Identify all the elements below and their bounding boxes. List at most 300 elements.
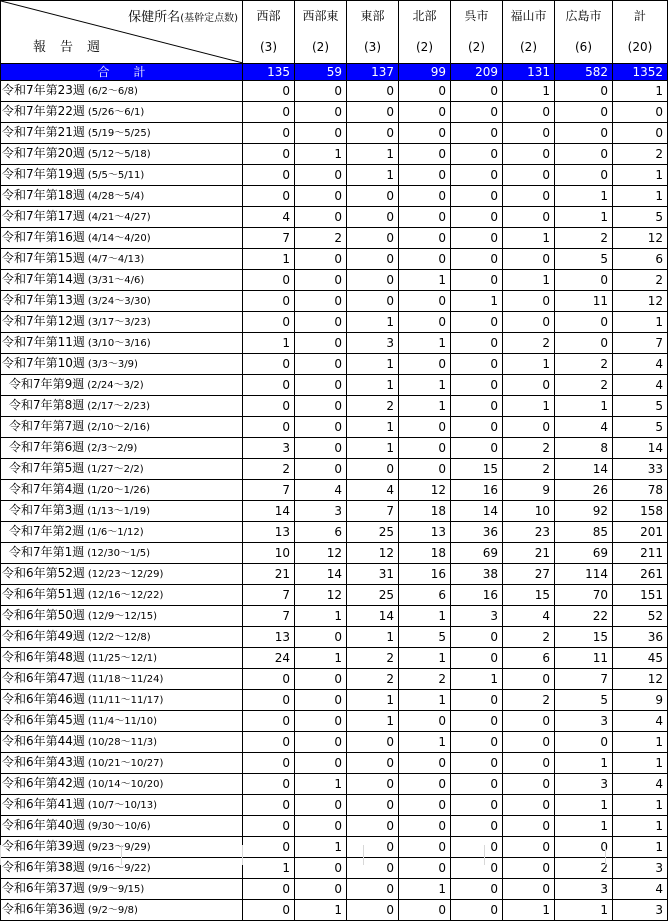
- office-name: 福山市: [510, 9, 547, 23]
- week-cell: [1, 711, 243, 732]
- week-cell: [1, 417, 243, 438]
- sentinel-count: (2): [468, 40, 485, 54]
- count-cell: 0: [399, 291, 451, 312]
- count-cell: 0: [503, 816, 555, 837]
- count-cell: 0: [295, 270, 347, 291]
- table-row: [1, 648, 668, 669]
- count-cell: 0: [555, 102, 613, 123]
- table-row: [1, 459, 668, 480]
- count-cell: 0: [613, 123, 668, 144]
- week-range: (12/2〜12/8): [87, 632, 151, 643]
- total-value: 59: [295, 64, 347, 81]
- count-cell: 0: [347, 186, 399, 207]
- table-row: [1, 123, 668, 144]
- count-cell: 24: [243, 648, 295, 669]
- count-cell: 0: [399, 711, 451, 732]
- header-corner-cell: [1, 1, 243, 64]
- count-cell: 0: [399, 123, 451, 144]
- week-range: (2/24〜3/2): [87, 380, 144, 391]
- week-cell: [1, 753, 243, 774]
- header-row: [1, 1, 668, 64]
- count-cell: 0: [243, 102, 295, 123]
- count-cell: 0: [503, 774, 555, 795]
- count-cell: 0: [399, 81, 451, 102]
- count-cell: 7: [243, 606, 295, 627]
- count-cell: 1: [347, 417, 399, 438]
- table-row: [1, 270, 668, 291]
- week-cell: [1, 165, 243, 186]
- office-name: 西部: [256, 9, 281, 23]
- count-cell: 12: [295, 543, 347, 564]
- count-cell: 0: [555, 312, 613, 333]
- count-cell: 1: [555, 900, 613, 921]
- count-cell: 4: [295, 480, 347, 501]
- count-cell: 12: [399, 480, 451, 501]
- count-cell: 0: [295, 81, 347, 102]
- count-cell: 13: [243, 627, 295, 648]
- week-cell: [1, 480, 243, 501]
- count-cell: 0: [243, 711, 295, 732]
- count-cell: 0: [347, 249, 399, 270]
- count-cell: 52: [613, 606, 668, 627]
- table-row: [1, 144, 668, 165]
- count-cell: 0: [295, 879, 347, 900]
- count-cell: 0: [399, 207, 451, 228]
- count-cell: 5: [555, 249, 613, 270]
- count-cell: 14: [451, 501, 503, 522]
- count-cell: 1: [555, 186, 613, 207]
- count-cell: 0: [347, 270, 399, 291]
- count-cell: 0: [503, 291, 555, 312]
- count-cell: 1: [399, 375, 451, 396]
- count-cell: 1: [503, 900, 555, 921]
- count-cell: 1: [243, 249, 295, 270]
- count-cell: 0: [399, 837, 451, 858]
- count-cell: 7: [347, 501, 399, 522]
- week-name: 令和7年第13週: [2, 293, 85, 307]
- count-cell: 0: [295, 396, 347, 417]
- count-cell: 0: [503, 165, 555, 186]
- count-cell: 9: [613, 690, 668, 711]
- count-cell: 0: [295, 795, 347, 816]
- count-cell: 0: [243, 291, 295, 312]
- week-name: 令和7年第16週: [2, 230, 85, 244]
- count-cell: 0: [243, 900, 295, 921]
- count-cell: 0: [399, 102, 451, 123]
- count-cell: 1: [613, 81, 668, 102]
- week-name: 令和6年第41週: [2, 797, 85, 811]
- count-cell: 0: [451, 186, 503, 207]
- count-cell: 0: [295, 375, 347, 396]
- count-cell: 0: [399, 459, 451, 480]
- week-range: (10/7〜10/13): [87, 800, 157, 811]
- total-label: 合 計: [1, 64, 243, 81]
- count-cell: 12: [347, 543, 399, 564]
- table-row: [1, 249, 668, 270]
- week-cell: [1, 543, 243, 564]
- count-cell: 6: [399, 585, 451, 606]
- table-row: [1, 480, 668, 501]
- count-cell: 18: [399, 543, 451, 564]
- count-cell: 0: [295, 669, 347, 690]
- count-cell: 0: [399, 228, 451, 249]
- count-cell: 1: [555, 795, 613, 816]
- week-range: (5/5〜5/11): [87, 170, 145, 181]
- count-cell: 0: [451, 774, 503, 795]
- week-range: (3/10〜3/16): [87, 338, 151, 349]
- table-row: [1, 291, 668, 312]
- count-cell: 0: [295, 417, 347, 438]
- count-cell: 36: [451, 522, 503, 543]
- table-row: [1, 354, 668, 375]
- count-cell: 2: [555, 354, 613, 375]
- header-col-1: [295, 1, 347, 64]
- count-cell: 5: [555, 690, 613, 711]
- count-cell: 0: [555, 837, 613, 858]
- count-cell: 0: [451, 375, 503, 396]
- count-cell: 0: [399, 753, 451, 774]
- count-cell: 0: [295, 102, 347, 123]
- week-cell: [1, 774, 243, 795]
- count-cell: 0: [347, 123, 399, 144]
- table-row: [1, 669, 668, 690]
- count-cell: 0: [347, 291, 399, 312]
- count-cell: 15: [555, 627, 613, 648]
- count-cell: 0: [295, 354, 347, 375]
- week-range: (10/21〜10/27): [87, 758, 164, 769]
- count-cell: 1: [347, 690, 399, 711]
- count-cell: 0: [295, 858, 347, 879]
- count-cell: 0: [347, 900, 399, 921]
- total-value: 131: [503, 64, 555, 81]
- count-cell: 0: [399, 858, 451, 879]
- count-cell: 1: [347, 627, 399, 648]
- count-cell: 3: [295, 501, 347, 522]
- count-cell: 85: [555, 522, 613, 543]
- count-cell: 3: [555, 879, 613, 900]
- count-cell: 0: [347, 459, 399, 480]
- count-cell: 0: [451, 690, 503, 711]
- count-cell: 1: [399, 333, 451, 354]
- table-row: [1, 816, 668, 837]
- count-cell: 0: [243, 732, 295, 753]
- week-name: 令和7年第2週: [9, 524, 85, 538]
- week-range: (9/9〜9/15): [87, 884, 145, 895]
- count-cell: 21: [503, 543, 555, 564]
- sheet-footer: [0, 845, 669, 865]
- count-cell: 2: [503, 690, 555, 711]
- count-cell: 0: [347, 816, 399, 837]
- count-cell: 1: [399, 648, 451, 669]
- count-cell: 2: [555, 858, 613, 879]
- week-cell: [1, 270, 243, 291]
- count-cell: 0: [503, 753, 555, 774]
- count-cell: 0: [399, 144, 451, 165]
- week-cell: [1, 228, 243, 249]
- count-cell: 0: [613, 102, 668, 123]
- count-cell: 14: [347, 606, 399, 627]
- count-cell: 0: [399, 816, 451, 837]
- table-row: [1, 438, 668, 459]
- count-cell: 1: [399, 270, 451, 291]
- count-cell: 0: [451, 858, 503, 879]
- week-cell: [1, 879, 243, 900]
- count-cell: 92: [555, 501, 613, 522]
- count-cell: 4: [613, 774, 668, 795]
- count-cell: 1: [295, 144, 347, 165]
- week-name: 令和7年第1週: [9, 545, 85, 559]
- week-range: (3/3〜3/9): [87, 359, 138, 370]
- count-cell: 0: [399, 165, 451, 186]
- week-range: (2/17〜2/23): [87, 401, 150, 412]
- count-cell: 1: [613, 165, 668, 186]
- count-cell: 16: [451, 585, 503, 606]
- count-cell: 0: [451, 795, 503, 816]
- week-cell: [1, 249, 243, 270]
- office-name: 西部東: [302, 9, 339, 23]
- week-range: (5/26〜6/1): [87, 107, 145, 118]
- count-cell: 1: [613, 186, 668, 207]
- count-cell: 12: [613, 228, 668, 249]
- count-cell: 1: [243, 858, 295, 879]
- count-cell: 0: [399, 417, 451, 438]
- table-row: [1, 165, 668, 186]
- count-cell: 0: [555, 144, 613, 165]
- table-row: [1, 900, 668, 921]
- header-col-0: [243, 1, 295, 64]
- office-name: 東部: [360, 9, 385, 23]
- week-name: 令和7年第15週: [2, 251, 85, 265]
- week-cell: [1, 354, 243, 375]
- count-cell: 0: [243, 690, 295, 711]
- count-cell: 4: [613, 711, 668, 732]
- week-name: 令和7年第11週: [2, 335, 85, 349]
- count-cell: 14: [555, 459, 613, 480]
- week-name: 令和7年第17週: [2, 209, 85, 223]
- count-cell: 0: [451, 144, 503, 165]
- count-cell: 2: [503, 438, 555, 459]
- count-cell: 31: [347, 564, 399, 585]
- week-cell: [1, 606, 243, 627]
- week-name: 令和7年第3週: [9, 503, 85, 517]
- week-name: 令和7年第6週: [9, 440, 85, 454]
- week-range: (5/12〜5/18): [87, 149, 151, 160]
- count-cell: 0: [243, 375, 295, 396]
- count-cell: 0: [451, 249, 503, 270]
- week-cell: [1, 396, 243, 417]
- office-name: 呉市: [464, 9, 489, 23]
- count-cell: 0: [503, 858, 555, 879]
- header-col-7: [613, 1, 668, 64]
- week-range: (10/28〜11/3): [87, 737, 157, 748]
- table-row: [1, 375, 668, 396]
- count-cell: 0: [243, 81, 295, 102]
- count-cell: 3: [613, 900, 668, 921]
- week-cell: [1, 501, 243, 522]
- count-cell: 0: [399, 438, 451, 459]
- count-cell: 0: [451, 102, 503, 123]
- week-name: 令和7年第19週: [2, 167, 85, 181]
- count-cell: 0: [295, 207, 347, 228]
- count-cell: 7: [243, 228, 295, 249]
- header-col-5: [503, 1, 555, 64]
- week-cell: [1, 690, 243, 711]
- table-row: [1, 207, 668, 228]
- count-cell: 0: [243, 816, 295, 837]
- week-range: (10/14〜10/20): [87, 779, 164, 790]
- count-cell: 0: [399, 312, 451, 333]
- count-cell: 2: [613, 144, 668, 165]
- count-cell: 0: [451, 753, 503, 774]
- count-cell: 0: [503, 669, 555, 690]
- count-cell: 70: [555, 585, 613, 606]
- count-cell: 2: [555, 375, 613, 396]
- count-cell: 1: [555, 207, 613, 228]
- count-cell: 0: [295, 732, 347, 753]
- count-cell: 0: [555, 732, 613, 753]
- count-cell: 0: [295, 816, 347, 837]
- table-row: [1, 417, 668, 438]
- sentinel-count: (2): [520, 40, 537, 54]
- count-cell: 0: [295, 249, 347, 270]
- week-cell: [1, 207, 243, 228]
- count-cell: 0: [295, 186, 347, 207]
- count-cell: 26: [555, 480, 613, 501]
- week-cell: [1, 816, 243, 837]
- week-name: 令和6年第43週: [2, 755, 85, 769]
- week-cell: [1, 732, 243, 753]
- count-cell: 1: [613, 795, 668, 816]
- count-cell: 1: [503, 396, 555, 417]
- count-cell: 0: [295, 312, 347, 333]
- count-cell: 0: [503, 102, 555, 123]
- sentinel-count: (6): [575, 40, 592, 54]
- week-range: (2/3〜2/9): [87, 443, 138, 454]
- week-range: (2/10〜2/16): [87, 422, 150, 433]
- week-range: (4/14〜4/20): [87, 233, 151, 244]
- count-cell: 0: [555, 165, 613, 186]
- count-cell: 0: [451, 270, 503, 291]
- total-value: 137: [347, 64, 399, 81]
- week-name: 令和7年第20週: [2, 146, 85, 160]
- header-col-4: [451, 1, 503, 64]
- count-cell: 1: [347, 375, 399, 396]
- week-name: 令和7年第12週: [2, 314, 85, 328]
- count-cell: 0: [399, 774, 451, 795]
- count-cell: 1: [295, 648, 347, 669]
- week-name: 令和6年第39週: [2, 839, 85, 853]
- count-cell: 3: [451, 606, 503, 627]
- count-cell: 0: [503, 417, 555, 438]
- count-cell: 11: [555, 648, 613, 669]
- count-cell: 0: [451, 816, 503, 837]
- count-cell: 12: [613, 291, 668, 312]
- count-cell: 0: [503, 732, 555, 753]
- count-cell: 13: [243, 522, 295, 543]
- sentinel-count: (2): [416, 40, 433, 54]
- week-name: 令和7年第22週: [2, 104, 85, 118]
- count-cell: 5: [399, 627, 451, 648]
- week-name: 令和6年第48週: [2, 650, 85, 664]
- week-name: 令和7年第4週: [9, 482, 85, 496]
- count-cell: 14: [613, 438, 668, 459]
- count-cell: 4: [613, 375, 668, 396]
- total-value: 209: [451, 64, 503, 81]
- count-cell: 6: [613, 249, 668, 270]
- sentinel-count: (20): [627, 40, 653, 54]
- week-range: (3/24〜3/30): [87, 296, 151, 307]
- week-cell: [1, 186, 243, 207]
- count-cell: 18: [399, 501, 451, 522]
- table-row: [1, 522, 668, 543]
- count-cell: 0: [243, 165, 295, 186]
- table-row: [1, 879, 668, 900]
- count-cell: 0: [503, 879, 555, 900]
- count-cell: 0: [451, 396, 503, 417]
- count-cell: 1: [613, 753, 668, 774]
- count-cell: 158: [613, 501, 668, 522]
- count-cell: 0: [295, 438, 347, 459]
- count-cell: 14: [243, 501, 295, 522]
- count-cell: 6: [503, 648, 555, 669]
- count-cell: 22: [555, 606, 613, 627]
- count-cell: 0: [295, 627, 347, 648]
- count-cell: 0: [295, 459, 347, 480]
- count-cell: 1: [503, 81, 555, 102]
- count-cell: 12: [613, 669, 668, 690]
- count-cell: 0: [399, 186, 451, 207]
- count-cell: 10: [503, 501, 555, 522]
- count-cell: 3: [613, 858, 668, 879]
- sentinel-count: (3): [364, 40, 381, 54]
- count-cell: 1: [451, 669, 503, 690]
- week-cell: [1, 648, 243, 669]
- count-cell: 1: [295, 837, 347, 858]
- week-name: 令和6年第49週: [2, 629, 85, 643]
- count-cell: 16: [399, 564, 451, 585]
- count-cell: 0: [295, 165, 347, 186]
- count-cell: 0: [503, 123, 555, 144]
- count-cell: 0: [295, 753, 347, 774]
- count-cell: 0: [503, 795, 555, 816]
- count-cell: 0: [347, 858, 399, 879]
- count-cell: 0: [399, 354, 451, 375]
- count-cell: 0: [347, 207, 399, 228]
- count-cell: 0: [555, 123, 613, 144]
- count-cell: 0: [243, 669, 295, 690]
- count-cell: 0: [451, 711, 503, 732]
- week-cell: [1, 291, 243, 312]
- count-cell: 2: [347, 669, 399, 690]
- count-cell: 0: [347, 837, 399, 858]
- count-cell: 0: [451, 732, 503, 753]
- count-cell: 3: [555, 711, 613, 732]
- count-cell: 0: [503, 837, 555, 858]
- count-cell: 2: [503, 333, 555, 354]
- count-cell: 16: [451, 480, 503, 501]
- table-row: [1, 795, 668, 816]
- count-cell: 0: [555, 81, 613, 102]
- week-range: (6/2〜6/8): [87, 86, 138, 97]
- count-cell: 15: [451, 459, 503, 480]
- count-cell: 0: [347, 102, 399, 123]
- count-cell: 23: [503, 522, 555, 543]
- week-cell: [1, 564, 243, 585]
- week-range: (1/27〜2/2): [87, 464, 144, 475]
- count-cell: 0: [347, 774, 399, 795]
- count-cell: 2: [503, 459, 555, 480]
- count-cell: 5: [613, 417, 668, 438]
